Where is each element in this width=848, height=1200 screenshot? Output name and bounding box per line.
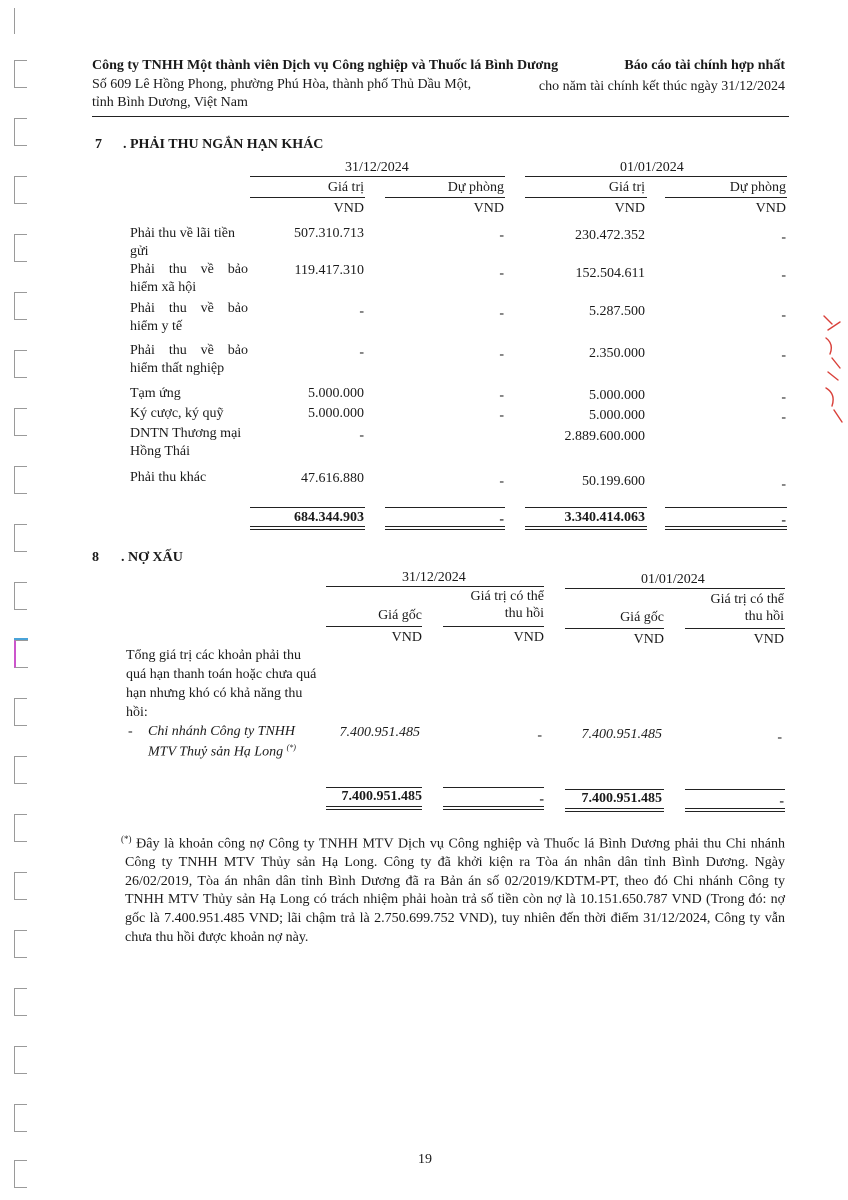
s7-total-prov1: - (499, 512, 504, 527)
s8-item-label-l2: MTV Thuỷ sản Hạ Long (148, 744, 284, 760)
s8-unit1: VND (391, 630, 422, 645)
s7-period2-rule (525, 176, 787, 177)
s7-unit4: VND (755, 201, 786, 216)
s7-row-value2: 50.199.600 (582, 474, 645, 489)
s8-total-top-rule (685, 789, 785, 790)
s8-total-top-rule (565, 789, 664, 790)
s8-unit2: VND (513, 630, 544, 645)
s7-row-label: Phải thu khác (130, 470, 207, 485)
s7-total-double-rule (385, 526, 505, 530)
s8-rule-recov1 (443, 626, 544, 627)
s8-desc-line: hồi: (126, 705, 148, 720)
s7-total-top-rule (665, 507, 787, 508)
binder-mark (14, 814, 27, 842)
s7-row-value2: 2.350.000 (589, 346, 645, 361)
s7-row-label: Ký cược, ký quỹ (130, 406, 224, 421)
s7-row-prov2: - (781, 308, 786, 323)
s7-row-value1: 119.417.310 (294, 263, 364, 278)
s7-row-prov1: - (499, 474, 504, 489)
s7-row-label-cont: gửi (130, 244, 149, 259)
s7-total-double-rule (665, 526, 787, 530)
company-address-line1: Số 609 Lê Hồng Phong, phường Phú Hòa, thành phố Thủ Dầu Một, (92, 77, 472, 92)
binder-mark (14, 408, 27, 436)
s8-total-top-rule (443, 787, 544, 788)
s7-row-prov2: - (781, 390, 786, 405)
s7-row-value2: 5.287.500 (589, 304, 645, 319)
s8-rule-recov2 (685, 628, 785, 629)
s7-row-value1: - (359, 345, 364, 360)
binder-mark (14, 1160, 27, 1188)
s8-period1-rule (326, 586, 544, 587)
footnote-text: Đây là khoản công nợ Công ty TNHH MTV Dịch vụ Công nghiệp và Thuốc lá Bình Dương phải thu Chi nhánh Công ty TNHH MTV Thủy sản Hạ Long. Công ty đã khởi kiện ra Tòa án nhân dân tỉnh Bình Dương. Ngày 26/02/2019, Tòa án nhân dân tỉnh Bình Dương đã ra Bản án số 02/2019/KDTM-PT, theo đó Chi nhánh Công ty TNHH MTV Thủy sản Hạ Long có trách nhiệm phải hoàn trả số tiền còn nợ là 10.151.650.787 VND (Trong đó: nợ gốc là 7.400.951.485 VND; lãi chậm trả là 2.750.699.752 VND), tuy nhiên đến thời điểm 31/12/2024, Công ty vẫn chưa thu hồi được khoản nợ này. (125, 836, 785, 945)
s7-row-value1: - (359, 428, 364, 443)
s7-row-label-cont: hiểm thất nghiệp (130, 361, 225, 376)
binder-mark (14, 350, 27, 378)
s7-row-prov2: - (781, 230, 786, 245)
s7-row-value1: 5.000.000 (308, 406, 364, 421)
s7-col-value2: Giá trị (608, 180, 645, 195)
s7-row-value1: - (359, 304, 364, 319)
s7-row-label: Phải thu về bảo (130, 301, 248, 316)
s7-rule-value1 (250, 197, 365, 198)
s7-total-value1: 684.344.903 (294, 510, 364, 525)
s8-item-cost1: 7.400.951.485 (339, 725, 420, 740)
binder-mark (14, 582, 27, 610)
s8-item-label: Chi nhánh Công ty TNHH (148, 724, 296, 739)
s7-row-value2: 230.472.352 (575, 228, 645, 243)
s7-row-label: Phải thu về bảo (130, 343, 248, 358)
company-address-line2: tỉnh Bình Dương, Việt Nam (92, 95, 248, 110)
s7-period1: 31/12/2024 (345, 160, 409, 175)
s8-period2-rule (565, 588, 785, 589)
s8-col-recov1-l1: Giá trị có thể (470, 589, 544, 604)
s8-col-cost1: Giá gốc (378, 608, 422, 623)
s7-total-top-rule (250, 507, 365, 508)
s7-unit1: VND (333, 201, 364, 216)
report-title: Báo cáo tài chính hợp nhất (624, 58, 785, 73)
s7-unit2: VND (473, 201, 504, 216)
s8-item-recov2: - (777, 730, 782, 745)
s7-row-value2: 2.889.600.000 (564, 429, 645, 444)
binder-holes (0, 0, 40, 1200)
s8-item-dash: - (128, 724, 133, 739)
binder-mark (14, 872, 27, 900)
s8-desc-line: hạn nhưng khó có khả năng thu (126, 686, 303, 701)
binder-mark (14, 8, 27, 34)
s8-rule-cost1 (326, 626, 422, 627)
s7-row-prov1: - (499, 408, 504, 423)
binder-mark (14, 756, 27, 784)
footnote-paragraph (121, 830, 785, 947)
section7-title: . PHẢI THU NGẮN HẠN KHÁC (123, 137, 324, 152)
s7-total-double-rule (525, 526, 647, 530)
binder-mark (14, 292, 27, 320)
binder-mark (14, 176, 27, 204)
s8-col-recov1-l2: thu hồi (504, 606, 544, 621)
s7-period2: 01/01/2024 (620, 160, 684, 175)
s8-desc-line: quá hạn thanh toán hoặc chưa quá (126, 667, 317, 682)
binder-mark (14, 930, 27, 958)
s8-item-cost2: 7.400.951.485 (581, 727, 662, 742)
company-name: Công ty TNHH Một thành viên Dịch vụ Công nghiệp và Thuốc lá Bình Dương (92, 58, 559, 73)
binder-mark (14, 60, 27, 88)
s7-row-value1: 5.000.000 (308, 386, 364, 401)
s7-row-prov2: - (781, 410, 786, 425)
s8-total-double-rule (565, 808, 664, 812)
s7-rule-prov1 (385, 197, 505, 198)
s8-item-recov1: - (537, 728, 542, 743)
handwritten-signature-mark (818, 310, 848, 430)
s7-row-value2: 5.000.000 (589, 408, 645, 423)
s7-row-prov1: - (499, 347, 504, 362)
binder-mark (14, 698, 27, 726)
s7-total-prov2: - (781, 513, 786, 528)
report-period: cho năm tài chính kết thúc ngày 31/12/2024 (538, 79, 785, 94)
s7-col-prov1: Dự phòng (447, 180, 504, 195)
binder-mark (14, 234, 27, 262)
s7-row-label: Phải thu về lãi tiền (130, 226, 235, 241)
s7-row-prov1: - (499, 388, 504, 403)
binder-mark (14, 1046, 27, 1074)
page-number: 19 (418, 1152, 432, 1167)
s7-row-label: Tạm ứng (130, 386, 181, 401)
s7-row-value2: 5.000.000 (589, 388, 645, 403)
header-divider (92, 116, 789, 117)
s8-total-recov2: - (779, 794, 784, 809)
s7-row-prov1: - (499, 266, 504, 281)
s8-item-footnote-marker: (*) (286, 743, 296, 752)
s7-rule-prov2 (665, 197, 787, 198)
s7-total-double-rule (250, 526, 365, 530)
s8-total-top-rule (326, 787, 422, 788)
s8-unit4: VND (753, 632, 784, 647)
s7-total-top-rule (385, 507, 505, 508)
binder-mark (14, 524, 27, 552)
s8-total-double-rule (443, 806, 544, 810)
s7-col-value1: Giá trị (327, 180, 364, 195)
binder-mark (14, 988, 27, 1016)
s8-total-recov1: - (539, 792, 544, 807)
s7-row-label-cont: Hồng Thái (130, 444, 191, 459)
s7-row-label: Phải thu về bảo (130, 262, 248, 277)
binder-mark (14, 640, 28, 668)
s8-total-cost1: 7.400.951.485 (341, 789, 422, 804)
section7-number: 7 (95, 137, 102, 152)
s7-row-value2: 152.504.611 (575, 266, 645, 281)
s7-col-prov2: Dự phòng (729, 180, 786, 195)
s7-row-prov1: - (499, 306, 504, 321)
binder-mark (14, 1104, 27, 1132)
s8-col-cost2: Giá gốc (620, 610, 664, 625)
footnote-marker: (*) (121, 834, 132, 844)
s8-item-label-cont (148, 743, 296, 761)
s8-unit3: VND (633, 632, 664, 647)
s7-row-prov2: - (781, 477, 786, 492)
s7-row-value1: 507.310.713 (294, 226, 364, 241)
section8-number: 8 (92, 550, 99, 565)
s7-row-label: DNTN Thương mại (130, 426, 242, 441)
section8-title: . NỢ XẤU (121, 550, 183, 565)
s8-col-recov2-l1: Giá trị có thể (710, 592, 784, 607)
s7-period1-rule (250, 176, 505, 177)
s7-total-value2: 3.340.414.063 (564, 510, 645, 525)
s7-row-label-cont: hiểm y tế (130, 319, 183, 334)
s8-col-recov2-l2: thu hồi (744, 609, 784, 624)
s8-period2: 01/01/2024 (641, 572, 705, 587)
s7-rule-value2 (525, 197, 647, 198)
s8-total-double-rule (326, 806, 422, 810)
s7-row-prov2: - (781, 348, 786, 363)
s7-row-label-cont: hiểm xã hội (130, 280, 197, 295)
s8-total-cost2: 7.400.951.485 (581, 791, 662, 806)
s8-desc-line: Tổng giá trị các khoản phải thu (126, 648, 301, 663)
s8-total-double-rule (685, 808, 785, 812)
s7-unit3: VND (614, 201, 645, 216)
s7-total-top-rule (525, 507, 647, 508)
binder-mark (14, 118, 27, 146)
s7-row-value1: 47.616.880 (301, 471, 364, 486)
s8-period1: 31/12/2024 (402, 570, 466, 585)
s8-rule-cost2 (565, 628, 664, 629)
s7-row-prov2: - (781, 268, 786, 283)
binder-mark (14, 466, 27, 494)
s7-row-prov1: - (499, 228, 504, 243)
